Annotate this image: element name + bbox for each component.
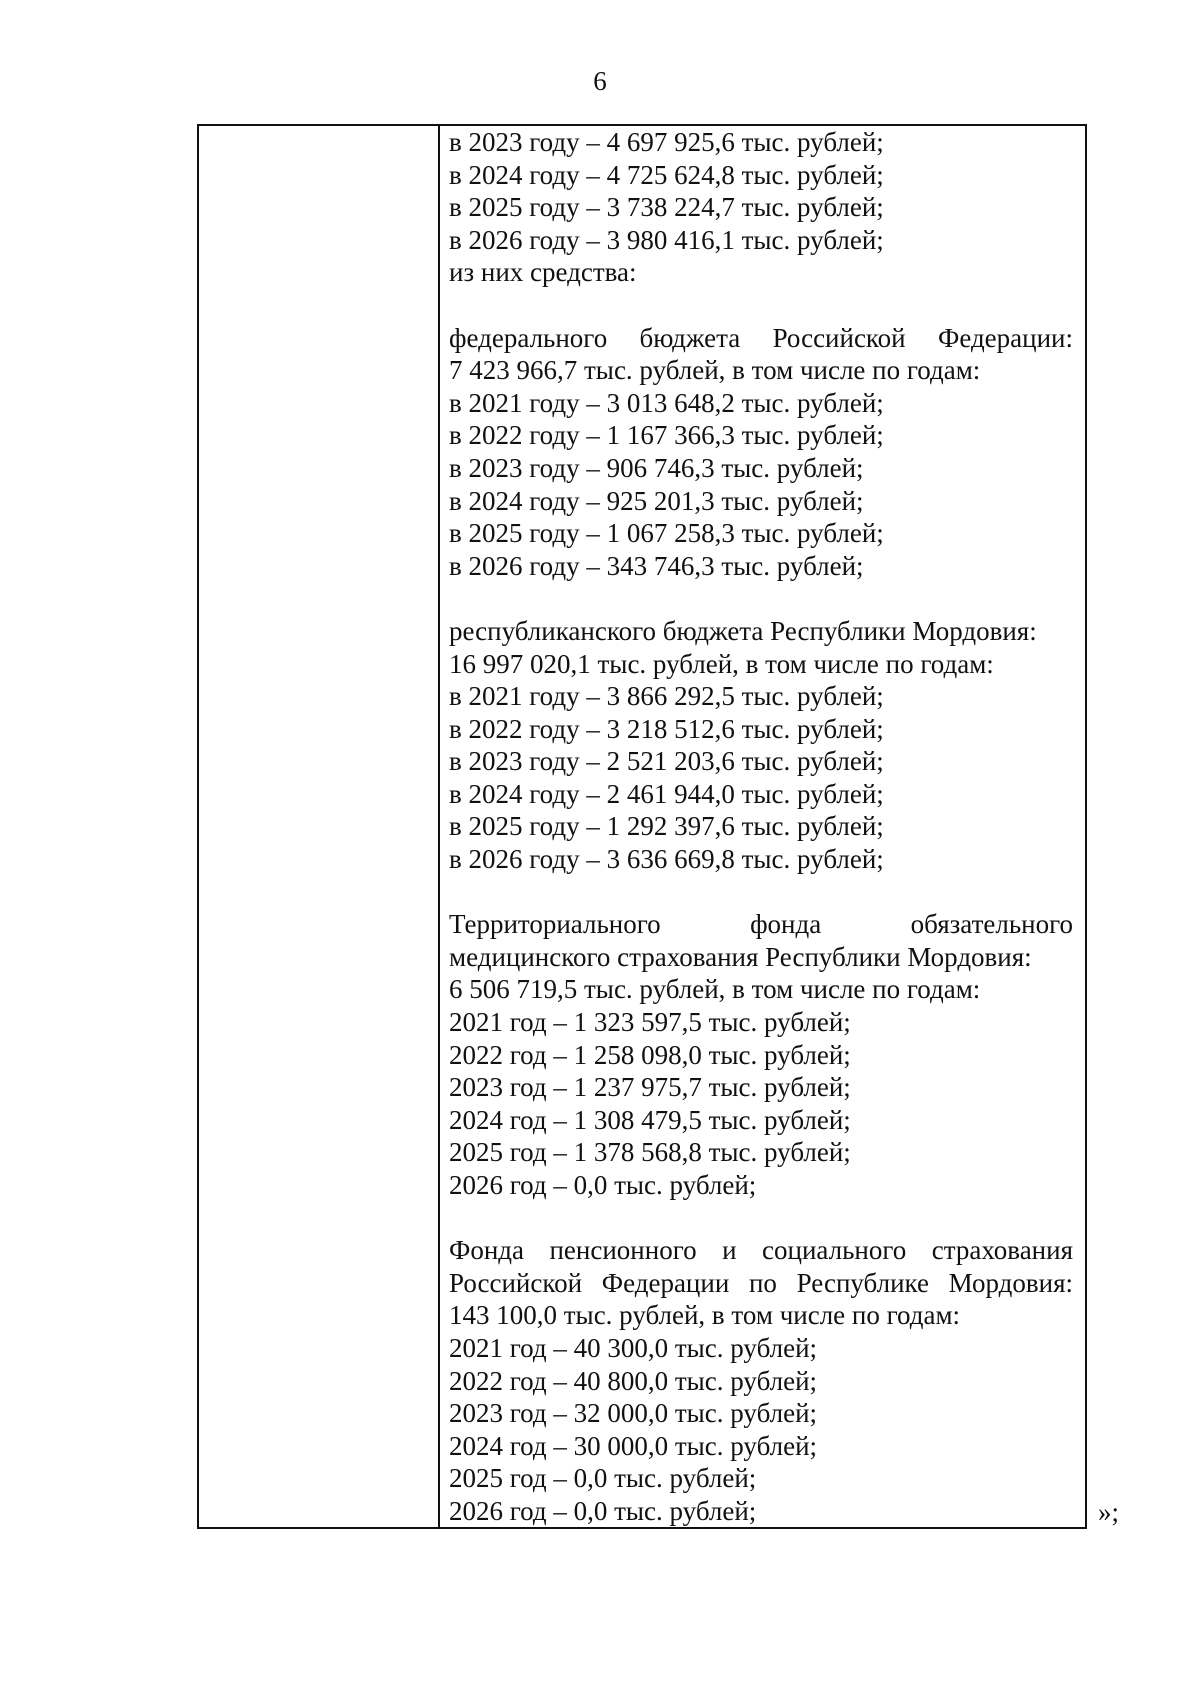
territorial-fund-heading-line1: Территориального фонда обязательного <box>449 909 1073 940</box>
territorial-fund-year-line: 2023 год – 1 237 975,7 тыс. рублей; <box>449 1072 851 1103</box>
republican-year-line: в 2025 году – 1 292 397,6 тыс. рублей; <box>449 811 884 842</box>
intro-line: из них средства: <box>449 257 637 288</box>
territorial-fund-year-line: 2022 год – 1 258 098,0 тыс. рублей; <box>449 1039 851 1070</box>
page-number: 6 <box>593 66 607 96</box>
pension-fund-year-line: 2021 год – 40 300,0 тыс. рублей; <box>449 1332 818 1363</box>
republican-year-line: в 2024 году – 2 461 944,0 тыс. рублей; <box>449 778 884 809</box>
territorial-fund-total: 6 506 719,5 тыс. рублей, в том числе по годам: <box>449 974 981 1005</box>
federal-budget-block <box>449 322 1073 583</box>
funding-table <box>197 124 1087 1529</box>
republican-budget-block <box>449 615 1073 876</box>
table-right-cell <box>440 126 1085 1527</box>
intro-block <box>449 126 1073 289</box>
block-spacer <box>449 876 1073 909</box>
pension-fund-heading-line2: Российской Федерации по Республике Мордовия: <box>449 1267 1073 1298</box>
block-spacer <box>449 1202 1073 1235</box>
republican-year-line: в 2022 году – 3 218 512,6 тыс. рублей; <box>449 713 884 744</box>
pension-fund-year-line: 2022 год – 40 800,0 тыс. рублей; <box>449 1365 818 1396</box>
block-spacer <box>449 289 1073 322</box>
republican-heading: республиканского бюджета Республики Мордовия: <box>449 615 1037 646</box>
pension-fund-year-line: 2025 год – 0,0 тыс. рублей; <box>449 1463 757 1494</box>
federal-year-line: в 2024 году – 925 201,3 тыс. рублей; <box>449 485 864 516</box>
territorial-fund-heading-line2: медицинского страхования Республики Мордовия: <box>449 941 1032 972</box>
territorial-fund-block <box>449 908 1073 1201</box>
federal-year-line: в 2026 году – 343 746,3 тыс. рублей; <box>449 550 864 581</box>
territorial-fund-year-line: 2026 год – 0,0 тыс. рублей; <box>449 1170 757 1200</box>
pension-fund-block <box>449 1234 1073 1527</box>
intro-line: в 2024 году – 4 725 624,8 тыс. рублей; <box>449 159 884 190</box>
republican-year-line: в 2026 году – 3 636 669,8 тыс. рублей; <box>449 844 884 875</box>
pension-fund-year-line: 2024 год – 30 000,0 тыс. рублей; <box>449 1430 818 1461</box>
federal-total: 7 423 966,7 тыс. рублей, в том числе по годам: <box>449 355 981 386</box>
pension-fund-heading-line1: Фонда пенсионного и социального страхования <box>449 1235 1073 1266</box>
federal-year-line: в 2021 году – 3 013 648,2 тыс. рублей; <box>449 387 884 418</box>
intro-line: в 2023 году – 4 697 925,6 тыс. рублей; <box>449 127 884 157</box>
block-spacer <box>449 582 1073 615</box>
pension-fund-year-line: 2023 год – 32 000,0 тыс. рублей; <box>449 1398 818 1429</box>
federal-year-line: в 2025 году – 1 067 258,3 тыс. рублей; <box>449 518 884 549</box>
federal-year-line: в 2023 году – 906 746,3 тыс. рублей; <box>449 452 864 483</box>
pension-fund-year-line: 2026 год – 0,0 тыс. рублей; <box>449 1495 757 1526</box>
territorial-fund-year-line: 2021 год – 1 323 597,5 тыс. рублей; <box>449 1007 851 1038</box>
federal-year-line: в 2022 году – 1 167 366,3 тыс. рублей; <box>449 420 884 451</box>
pension-fund-total: 143 100,0 тыс. рублей, в том числе по годам: <box>449 1300 961 1331</box>
table-left-cell <box>199 126 440 1527</box>
territorial-fund-year-line: 2024 год – 1 308 479,5 тыс. рублей; <box>449 1104 851 1135</box>
republican-year-line: в 2021 году – 3 866 292,5 тыс. рублей; <box>449 681 884 712</box>
republican-year-line: в 2023 году – 2 521 203,6 тыс. рублей; <box>449 746 884 777</box>
republican-total: 16 997 020,1 тыс. рублей, в том числе по годам: <box>449 648 994 679</box>
intro-line: в 2026 году – 3 980 416,1 тыс. рублей; <box>449 224 884 255</box>
territorial-fund-year-line: 2025 год – 1 378 568,8 тыс. рублей; <box>449 1137 851 1168</box>
intro-line: в 2025 году – 3 738 224,7 тыс. рублей; <box>449 192 884 223</box>
closing-quote-mark: »; <box>1098 1497 1120 1527</box>
federal-heading: федерального бюджета Российской Федерации: <box>449 322 1073 353</box>
